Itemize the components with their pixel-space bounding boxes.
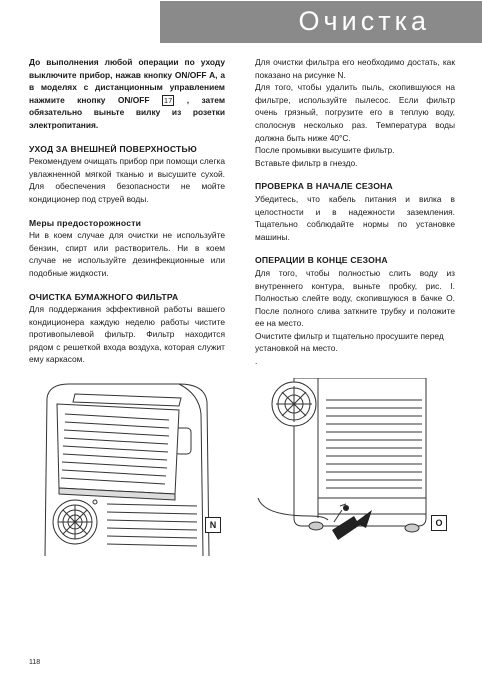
section-title-season-start: ПРОВЕРКА В НАЧАЛЕ СЕЗОНА [255, 181, 393, 192]
page-number: 118 [29, 659, 41, 666]
section-text-season-start: Убедитесь, что кабель питания и вилка в целостности и в надежности заземления. Тщательно соблюдайте нормы по установке машины. [255, 193, 455, 242]
section-title-season-end: ОПЕРАЦИИ В КОНЦЕ СЕЗОНА [255, 255, 388, 266]
filter-insert-text: Вставьте фильтр в гнездо. [255, 157, 358, 168]
intro-paragraph [29, 56, 225, 132]
trailing-dot: . [255, 356, 258, 367]
section-title-filter: ОЧИСТКА БУМАЖНОГО ФИЛЬТРА [29, 291, 179, 302]
page-header [0, 0, 482, 45]
remote-button-ref: 17 [163, 95, 173, 105]
right-column [255, 56, 455, 379]
air-conditioner-front-drawing [29, 378, 229, 556]
left-column [29, 56, 225, 377]
water-drain-illustration [254, 378, 454, 556]
filter-dry-text: После промывки высушите фильтр. [255, 145, 395, 156]
section-title-exterior: УХОД ЗА ВНЕШНЕЙ ПОВЕРХНОСТЬЮ [29, 143, 197, 154]
section-text-exterior: Рекомендуем очищать прибор при помощи слегка увлажненной мягкой тканью и высушите сухой. Для обеспечения безопасности не мойте кондиционер под струей воды. [29, 156, 225, 204]
section-text-filter: Для поддержания эффективной работы вашего кондиционера каждую неделю работы чистите противопылевой фильтр. Фильтр находится рядом с решеткой входа воздуха, которая служит ему каркасом. [29, 304, 225, 365]
filter-clean-text: Для того, чтобы удалить пыль, скопившуюся на фильтре, используйте пылесос. Если фильтр очень грязный, погрузите его в теплую воду, сполоснув несколько раз. Температура воды должна быть ниже 40°C. [255, 82, 455, 143]
filter-removal-illustration [29, 378, 229, 556]
section-text-precautions: Ни в коем случае для очистки не используйте бензин, спирт или растворитель. Ни в коем случае не используйте дезинфекционные или подобные жидкости. [29, 230, 225, 278]
section-text-season-end-2: Очистите фильтр и тщательно просушите перед установкой на место. [255, 330, 444, 354]
intro-text-1: До выполнения любой операции по уходу выключите прибор, нажав кнопку ON/OFF A, а в моделях с дистанционным управлением нажмите кнопку ON/OFF [29, 57, 225, 105]
intro-text-2: , затем обязательно выньте вилку из розетки электропитания. [29, 94, 226, 130]
air-conditioner-rear-drawing [254, 378, 454, 556]
figure-label-n: N [205, 517, 221, 533]
section-text-season-end: Для того, чтобы полностью слить воду из внутреннего контура, выньте пробку, рис. I. Полностью слейте воду, скопившуюся в бачке O. После полного слива заткните трубку и положите ее на место. [255, 267, 455, 329]
filter-remove-text: Для очистки фильтра его необходимо достать, как показано на рисунке N. [255, 57, 455, 80]
section-title-precautions: Меры предосторожности [29, 217, 142, 228]
figure-label-o: O [431, 515, 447, 531]
page-title: Очистка [298, 6, 430, 36]
